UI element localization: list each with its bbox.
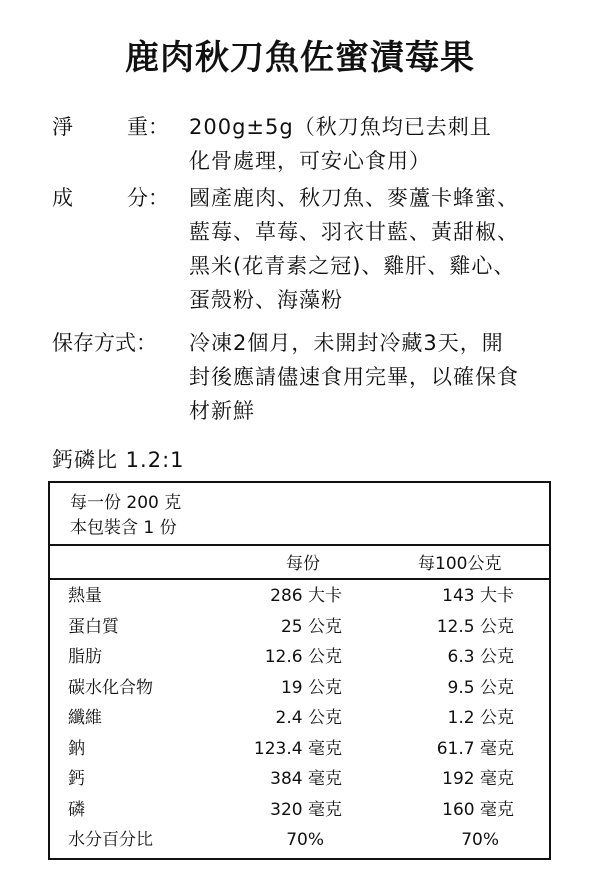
nutrient-name: 碳水化合物: [68, 677, 153, 698]
per-100g-value: 160 毫克: [442, 799, 514, 820]
col-header-per-100g: 每100公克: [418, 554, 502, 574]
per-serving-value: 384 毫克: [270, 769, 342, 789]
col-header-per-serving: 每份: [286, 554, 320, 574]
ca-p-ratio: 鈣磷比 1.2:1: [52, 448, 185, 472]
nutrient-name: 熱量: [68, 586, 102, 606]
ingredients-line: 藍莓、草莓、羽衣甘藍、黃甜椒、: [189, 220, 519, 244]
net-weight-label: 淨重：: [52, 115, 169, 139]
per-serving-value: 123.4 毫克: [253, 738, 342, 759]
storage-line: 材新鮮: [189, 399, 255, 423]
ingredients-label: 成分：: [52, 186, 169, 210]
per-100g-value: 192 毫克: [442, 769, 514, 789]
per-serving-value: 19 公克: [280, 677, 342, 698]
per-serving-value: 2.4 公克: [275, 708, 342, 728]
serving-size: 每一份 200 克: [70, 493, 182, 513]
nutrient-name: 蛋白質: [68, 616, 119, 637]
nutrient-name: 脂肪: [68, 647, 102, 667]
per-serving-value: 70%: [286, 830, 324, 850]
ingredients-line: 黑米(花青素之冠)、雞肝、雞心、: [189, 254, 516, 278]
ingredients-line: 國產鹿肉、秋刀魚、麥蘆卡蜂蜜、: [189, 186, 519, 210]
net-weight-value: [189, 110, 539, 178]
table-row: [50, 581, 549, 612]
serving-info: [70, 491, 181, 541]
storage-line: 冷凍2個月，未開封冷藏3天，開: [189, 331, 504, 355]
nutrient-name: 纖維: [68, 708, 102, 728]
ingredients-line: 蛋殼粉、海藻粉: [189, 288, 343, 312]
per-serving-value: 320 毫克: [270, 799, 342, 820]
table-row: [50, 642, 549, 673]
storage-line: 封後應請儘速食用完畢，以確保食: [189, 365, 519, 389]
table-row: [50, 612, 549, 643]
nutrient-name: 鈉: [68, 738, 85, 759]
per-100g-value: 9.5 公克: [447, 677, 514, 698]
table-row: [50, 825, 549, 856]
table-row: [50, 703, 549, 734]
per-serving-value: 12.6 公克: [264, 647, 342, 667]
per-100g-value: 143 大卡: [442, 586, 514, 606]
net-weight-line: 化骨處理，可安心食用）: [189, 149, 431, 173]
product-title: 鹿肉秋刀魚佐蜜漬莓果: [125, 38, 475, 78]
ingredients-value: [189, 181, 539, 317]
per-100g-value: 1.2 公克: [447, 708, 514, 728]
net-weight-line: 200g±5g（秋刀魚均已去刺且: [189, 115, 492, 139]
nutrient-name: 水分百分比: [68, 830, 153, 850]
per-serving-value: 25 公克: [280, 616, 342, 637]
servings-per-package: 本包裝含 1 份: [70, 518, 177, 538]
table-divider: [50, 578, 549, 580]
table-divider: [50, 544, 549, 546]
storage-label: 保存方式：: [52, 331, 157, 355]
per-100g-value: 70%: [461, 830, 499, 850]
table-row: [50, 734, 549, 765]
per-serving-value: 286 大卡: [270, 586, 342, 606]
per-100g-value: 61.7 毫克: [436, 738, 514, 759]
nutrient-name: 磷: [68, 799, 85, 820]
nutrition-facts-table: [48, 481, 551, 860]
per-100g-value: 6.3 公克: [447, 647, 514, 667]
nutrient-name: 鈣: [68, 769, 85, 789]
table-row: [50, 764, 549, 795]
table-row: [50, 673, 549, 704]
per-100g-value: 12.5 公克: [436, 616, 514, 637]
table-row: [50, 795, 549, 826]
storage-value: [189, 326, 539, 428]
